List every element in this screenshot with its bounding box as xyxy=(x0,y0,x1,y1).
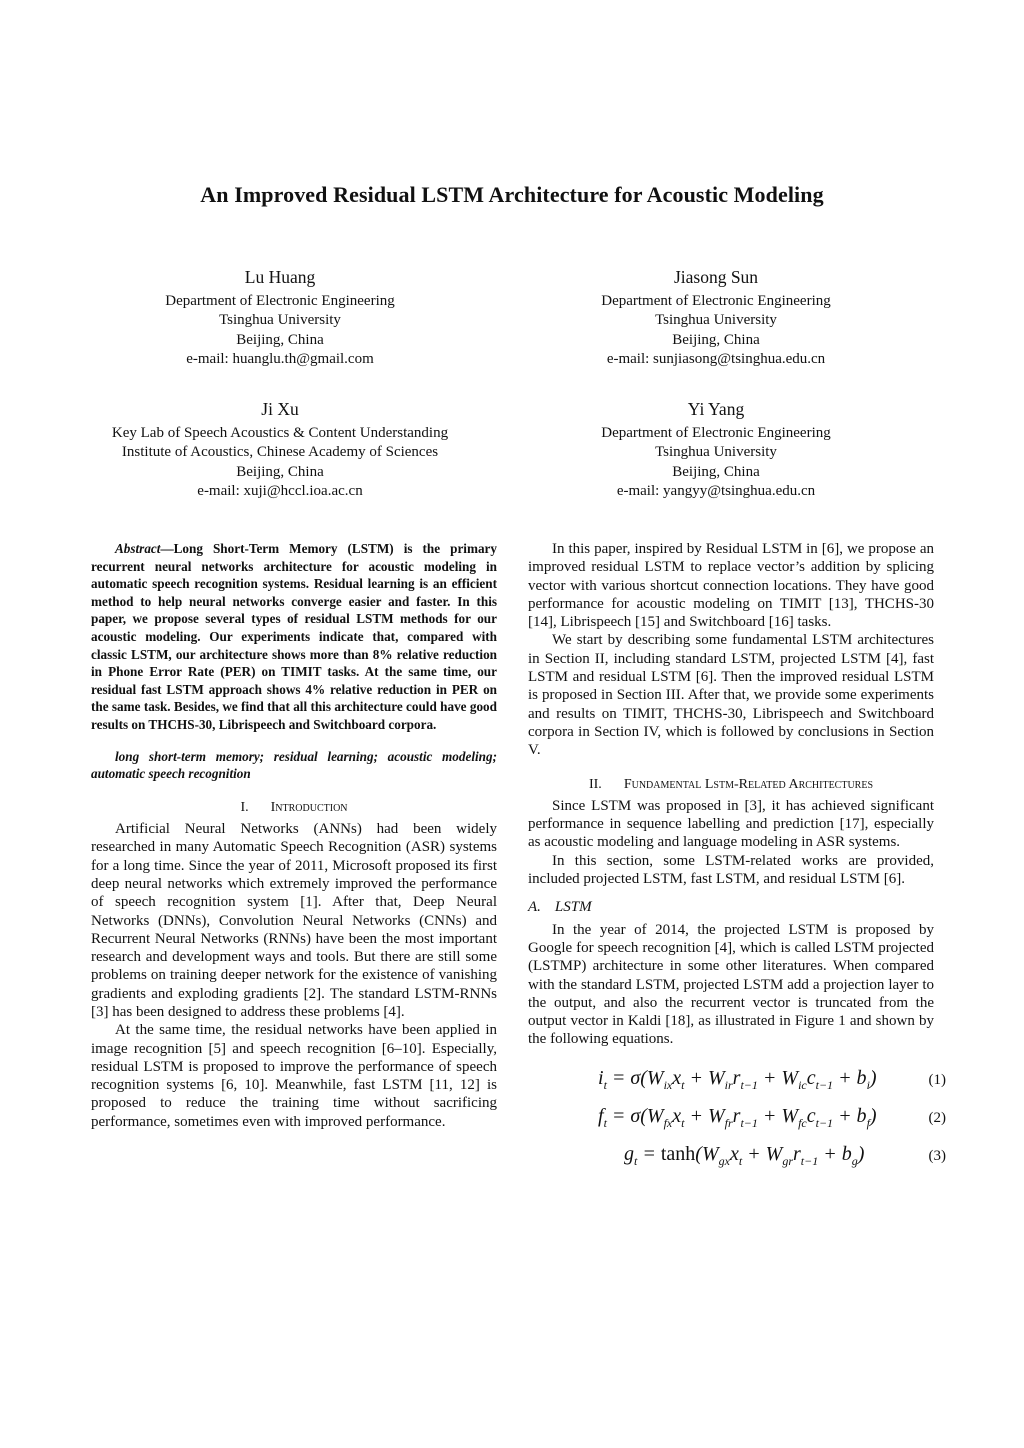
equation-number: (3) xyxy=(928,1147,946,1164)
author-affiliation: Key Lab of Speech Acoustics & Content Understanding xyxy=(111,424,449,441)
author-block xyxy=(70,400,490,502)
author-block xyxy=(506,400,926,502)
author-email: e-mail: sunjiasong@tsinghua.edu.cn xyxy=(606,351,826,367)
author-name: Yi Yang xyxy=(687,399,745,419)
section-number: I. xyxy=(240,799,249,815)
author-email: e-mail: huanglu.th@gmail.com xyxy=(186,351,374,367)
paragraph: Since LSTM was proposed in [3], it has achieved significant performance in sequence labelling and prediction [17], especially as acoustic modeling and language modeling in ASR systems. xyxy=(528,797,934,851)
paragraph: Artificial Neural Networks (ANNs) had been widely researched in many Automatic Speech Recognition (ASR) systems for a long time. Since the year of 2011, Microsoft proposed its first deep neural networks which extremely improved the performance of speech recognition system [1]. After that, Deep Neural Networks (DNNs), Convolution Neural Networks (CNNs) and Recurrent Neural Networks (RNNs) have been the most important research and development ways and tools. But there are still some problems on training deeper network for the existence of vanishing gradients and exploding gradients [2]. The standard LSTM-RNNs [3] has been designed to address these problems [4]. xyxy=(91,821,497,1020)
paragraph: In the year of 2014, the projected LSTM is proposed by Google for speech recognition [4], which is called LSTM projected (LSTMP) architecture in some other literatures. When compared with the standard LSTM, projected LSTM add a projection layer to the output, and also the recurrent vector is truncated from the output vector in Kaldi [18], as illustrated in Figure 1 and shown by the following equations. xyxy=(528,921,934,1048)
subsection-heading xyxy=(528,898,934,916)
author-affiliation: Tsinghua University xyxy=(219,312,341,328)
author-affiliation: Tsinghua University xyxy=(655,312,777,328)
section-heading xyxy=(91,799,497,817)
author-affiliation: Tsinghua University xyxy=(655,444,777,460)
author-affiliation: Beijing, China xyxy=(672,331,760,348)
equations xyxy=(528,1063,946,1177)
equation-number: (1) xyxy=(928,1071,946,1088)
equation-body: $f_t = \sigma(W_{fx}x_t + W_{fr}r_{t-1} + W_{fc}c_{t-1} + b_f)$ xyxy=(598,1104,877,1130)
subsection-number: A. xyxy=(528,899,541,916)
author-name: Jiasong Sun xyxy=(673,267,759,287)
keywords: long short-term memory; residual learning; acoustic modeling; automatic speech recognition xyxy=(91,748,497,782)
section-title: Introduction xyxy=(270,799,348,815)
author-email: e-mail: xuji@hccl.ioa.ac.cn xyxy=(197,483,363,499)
section-number: II. xyxy=(588,776,602,792)
abstract-text: —Long Short-Term Memory (LSTM) is the primary recurrent neural networks architecture for acoustic modeling in automatic speech recognition systems. Residual learning is an efficient method to help neural networks converge easier and faster. In this paper, we propose several types of residual LSTM methods for our acoustic modeling. Our experiments indicate that, compared with classic LSTM, our architecture shows more than 8% relative reduction in Phone Error Rate (PER) on TIMIT tasks. At the same time, our residual fast LSTM approach shows 4% relative reduction in PER on the same task. Besides, we find that all this architecture could have good results on THCHS-30, Librispeech and Switchboard corpora. xyxy=(91,541,497,732)
author-affiliation: Institute of Acoustics, Chinese Academy of Sciences xyxy=(121,444,439,460)
author-affiliation: Beijing, China xyxy=(236,331,324,348)
equation-body: $i_t = \sigma(W_{ix}x_t + W_{ir}r_{t-1} + W_{ic}c_{t-1} + b_i)$ xyxy=(598,1066,877,1092)
equation xyxy=(528,1101,946,1139)
author-block xyxy=(70,268,490,370)
author-block xyxy=(506,268,926,370)
author-name: Lu Huang xyxy=(244,267,316,287)
author-affiliation: Beijing, China xyxy=(672,463,760,480)
section-title: Fundamental Lstm-Related Architectures xyxy=(623,776,874,792)
paragraph: In this paper, inspired by Residual LSTM in [6], we propose an improved residual LSTM to replace vector’s addition by splicing vector with various shortcut connection locations. They have good performance for acoustic modeling on TIMIT [13], THCHS-30 [14], Librispeech [15] and Switchboard [16] tasks. xyxy=(528,541,934,631)
paragraph: In this section, some LSTM-related works are provided, included projected LSTM, fast LSTM, and residual LSTM [6]. xyxy=(528,852,934,888)
paragraph: We start by describing some fundamental LSTM architectures in Section II, including standard LSTM, projected LSTM [4], fast LSTM and residual LSTM [6]. Then the improved residual LSTM is proposed in Section III. After that, we provide some experiments and results on TIMIT, THCHS-30, Librispeech and Switchboard corpora in Section IV, which is followed by conclusions in Section V. xyxy=(528,632,934,759)
section-heading xyxy=(528,776,934,794)
equation-body: $g_t = \tanh(W_{gx}x_t + W_{gr}r_{t-1} + b_g)$ xyxy=(624,1142,865,1168)
abstract-lead: Abstract xyxy=(115,541,161,556)
author-name: Ji Xu xyxy=(261,399,299,419)
author-affiliation: Department of Electronic Engineering xyxy=(165,292,395,309)
subsection-title: LSTM xyxy=(554,899,592,916)
equation xyxy=(528,1139,946,1177)
equation xyxy=(528,1063,946,1101)
author-affiliation: Department of Electronic Engineering xyxy=(601,292,831,309)
equation-number: (2) xyxy=(928,1109,946,1126)
author-email: e-mail: yangyy@tsinghua.edu.cn xyxy=(616,483,816,499)
right-column xyxy=(528,540,946,1177)
paper-title: An Improved Residual LSTM Architecture for Acoustic Modeling xyxy=(200,182,824,207)
author-affiliation: Beijing, China xyxy=(236,463,324,480)
left-column xyxy=(91,540,497,1131)
author-affiliation: Department of Electronic Engineering xyxy=(601,424,831,441)
abstract xyxy=(91,540,497,734)
paragraph: At the same time, the residual networks have been applied in image recognition [5] and speech recognition [6–10]. Especially, residual LSTM is proposed to improve the performance of speech recognition systems [6, 10]. Meanwhile, fast LSTM [11, 12] is proposed to reduce the training time without sacrificing performance, sometimes even with improved performance. xyxy=(91,1022,497,1130)
